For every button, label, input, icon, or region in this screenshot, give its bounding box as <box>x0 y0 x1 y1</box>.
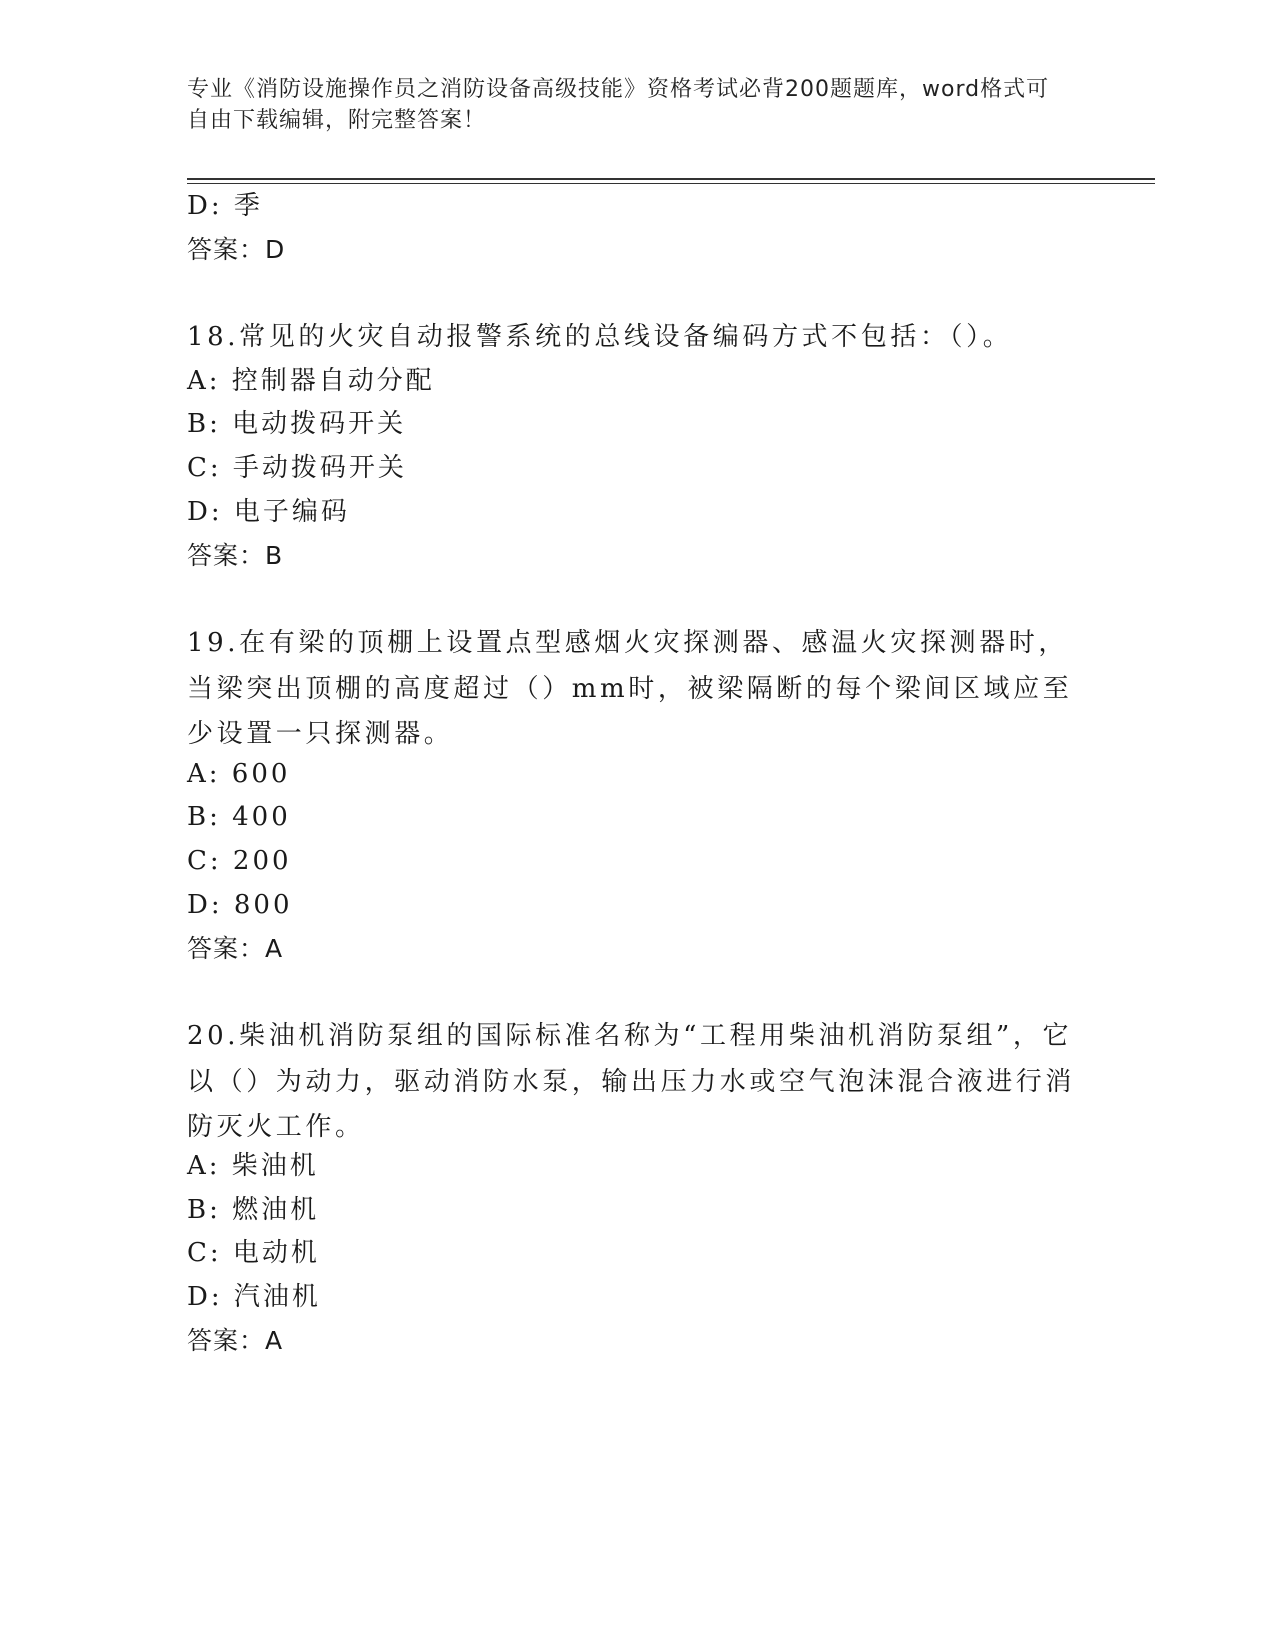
question-19-stem: 19.在有梁的顶棚上设置点型感烟火灾探测器、感温火灾探测器时，当梁突出顶棚的高度超过（）mm时，被梁隔断的每个梁间区域应至少设置一只探测器。 <box>187 628 1073 749</box>
question-20-option-b: B: 燃油机 <box>187 1195 320 1225</box>
question-20-option-c: C: 电动机 <box>187 1238 320 1268</box>
question-18-option-c: C: 手动拨码开关 <box>187 453 407 483</box>
question-20-stem: 20.柴油机消防泵组的国际标准名称为“工程用柴油机消防泵组”，它以（）为动力，驱动消防水泵，输出压力水或空气泡沫混合液进行消防灭火工作。 <box>187 1021 1076 1142</box>
question-19-option-c: C: 200 <box>187 846 292 876</box>
question-20-answer: 答案：A <box>187 1326 284 1355</box>
question-19-option-b: B: 400 <box>187 802 291 832</box>
question-18-stem: 18.常见的火灾自动报警系统的总线设备编码方式不包括：（）。 <box>187 322 1013 352</box>
header-divider <box>187 178 1155 180</box>
header-divider-thin <box>187 183 1155 184</box>
page-header: 专业《消防设施操作员之消防设备高级技能》资格考试必背200题题库，word格式可自由下载编辑，附完整答案！ <box>187 77 1050 133</box>
question-20-option-a: A: 柴油机 <box>187 1151 319 1181</box>
question-18-answer: 答案：B <box>187 541 284 570</box>
question-18-option-b: B: 电动拨码开关 <box>187 409 407 439</box>
question-18-option-d: D: 电子编码 <box>187 497 350 527</box>
option-d: D: 季 <box>187 191 263 221</box>
question-20-option-d: D: 汽油机 <box>187 1282 321 1312</box>
question-19-option-a: A: 600 <box>187 759 291 789</box>
question-19-option-d: D: 800 <box>187 890 293 920</box>
answer-line: 答案：D <box>187 235 286 264</box>
question-19-answer: 答案：A <box>187 934 284 963</box>
question-18-option-a: A: 控制器自动分配 <box>187 366 435 396</box>
